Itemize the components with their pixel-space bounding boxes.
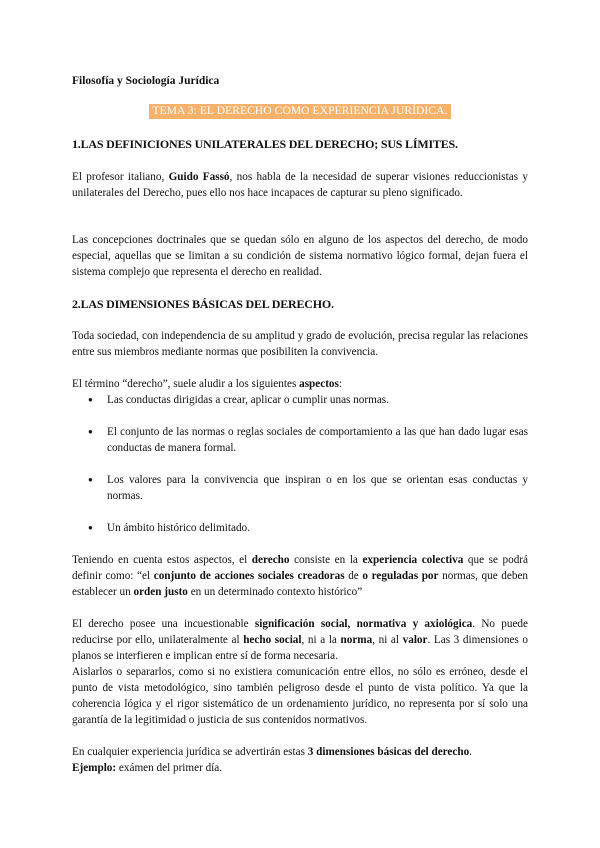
text-run: .	[469, 746, 472, 758]
example-label: Ejemplo:	[72, 762, 117, 774]
section-2-heading: 2.LAS DIMENSIONES BÁSICAS DEL DERECHO.	[72, 297, 334, 311]
list-item-text: ● Los valores para la convivencia que inspiran o en los que se orientan esas conductas y normas.	[107, 474, 528, 502]
list-item	[90, 520, 528, 536]
text-run: , ni al	[372, 634, 403, 646]
text-run: El profesor italiano,	[72, 171, 169, 183]
paragraph-4-part-2: Aislarlos o separarlos, como si no existiera comunicación entre ellos, no sólo es erróneo, desde el punto de vista metodológico, sino también peligroso desde el punto de vista político. Ya que la coherencia lógica y el rigor sistemático de un ordenamiento jurídico, no representa por sí solo una garantía de la legitimidad o justicia de sus contenidos normativos.	[72, 666, 528, 726]
paragraph-4-part-1	[72, 616, 528, 664]
text-run: que se podrá definir como: “el	[72, 554, 528, 582]
bold-term: o	[362, 570, 369, 582]
list-item	[90, 392, 528, 408]
text-run: , ni a la	[301, 634, 341, 646]
text-run: normas, que deben establecer un	[72, 570, 529, 598]
section-2-paragraph-4	[72, 616, 528, 728]
bold-term: derecho	[251, 554, 290, 566]
text-run: El término “derecho”, suele aludir a los siguientes	[72, 378, 300, 390]
bold-term: norma	[340, 634, 373, 646]
list-item	[90, 472, 528, 504]
section-1-paragraph-2: Las concepciones doctrinales que se quedan sólo en alguno de los aspectos del derecho, de modo especial, aquellas que se limitan a su condición de sistema normativo lógico formal, dejan fuera el sistema complejo que representa el derecho en realidad.	[72, 234, 528, 278]
text-run: . No puede reducirse por ello, unilateralmente al	[72, 618, 528, 646]
text-run: de	[344, 570, 363, 582]
theme-title-wrapper	[72, 103, 528, 119]
text-run: en un determinado contexto histórico”	[187, 586, 363, 598]
bold-term: 3 dimensiones básicas del derecho	[307, 746, 470, 758]
list-item-text: ● Las conductas dirigidas a crear, aplicar o cumplir unas normas.	[107, 394, 389, 406]
bold-term: significación social, normativa y axiológica	[254, 618, 473, 630]
theme-title-highlight: TEMA 3: EL DERECHO COMO EXPERIENCIA JURÍDICA.	[149, 104, 450, 119]
section-2-paragraph-1: Toda sociedad, con independencia de su amplitud y grado de evolución, precisa regular las relaciones entre sus miembros mediante normas que posibiliten la convivencia.	[72, 330, 528, 358]
text-run: Teniendo en cuenta estos aspectos, el	[72, 554, 252, 566]
list-item-text: ● Un ámbito histórico delimitado.	[107, 522, 250, 534]
bold-term: hecho social	[243, 634, 302, 646]
bold-term: orden justo	[133, 586, 188, 598]
list-item	[90, 424, 528, 456]
text-run: En cualquier experiencia jurídica se advertirán estas	[72, 746, 308, 758]
text-run: :	[338, 378, 342, 390]
course-title: Filosofía y Sociología Jurídica	[72, 75, 220, 87]
bold-term: aspectos	[299, 378, 339, 390]
text-run: exámen del primer día.	[116, 762, 223, 774]
section-1-heading: 1.LAS DEFINICIONES UNILATERALES DEL DERECHO; SUS LÍMITES.	[72, 137, 458, 151]
text-run: , nos habla de la necesidad de superar visiones reduccionistas y unilaterales del Derecho, pues ello nos hace incapaces de capturar su pleno significado.	[72, 171, 529, 199]
section-2-paragraph-5	[72, 744, 528, 776]
list-item-text: ● El conjunto de las normas o reglas sociales de comportamiento a las que han dado lugar esas conductas de manera formal.	[107, 426, 528, 454]
bold-term: experiencia colectiva	[362, 554, 464, 566]
bold-term: conjunto de acciones sociales creadoras	[153, 570, 345, 582]
section-2-paragraph-2	[72, 376, 528, 392]
section-1-paragraph-1	[72, 169, 528, 201]
text-run: El derecho posee una incuestionable	[72, 618, 255, 630]
bold-term: reguladas por	[371, 570, 439, 582]
bold-term: valor	[402, 634, 428, 646]
author-name: Guido Fassó	[168, 171, 230, 183]
text-run: consiste en la	[289, 554, 363, 566]
text-run: . Las 3 dimensiones o planos se interfieren e implican entre sí de forma necesaria.	[72, 634, 528, 662]
section-2-paragraph-3	[72, 552, 528, 600]
example-line	[72, 760, 528, 776]
paragraph-5-line-1	[72, 744, 528, 760]
